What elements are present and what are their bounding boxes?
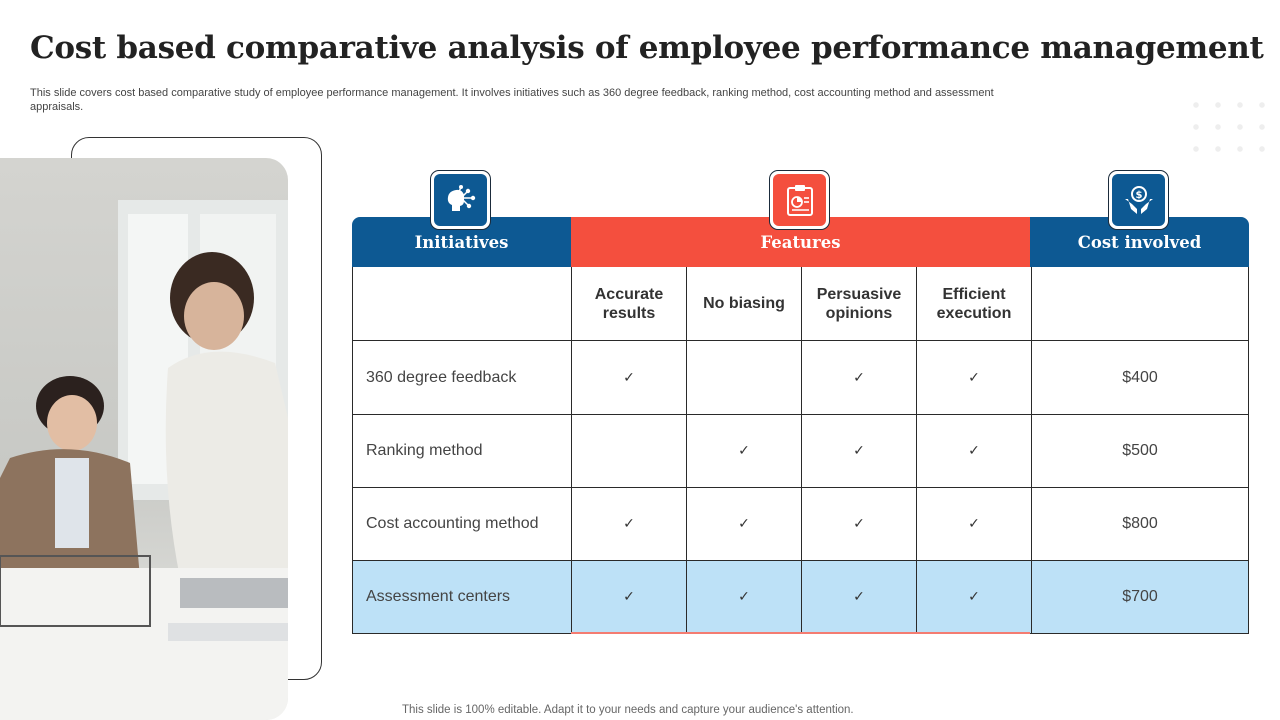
brain-network-icon bbox=[444, 183, 478, 217]
cost-icon-box bbox=[1108, 170, 1169, 230]
clipboard-chart-icon bbox=[785, 183, 815, 217]
check-mark: ✓ bbox=[687, 561, 802, 633]
empty-corner-cell bbox=[353, 267, 572, 340]
features-accent-line bbox=[571, 632, 1030, 634]
feature-column-header: Accurate results bbox=[572, 267, 687, 340]
initiative-name: Ranking method bbox=[353, 415, 572, 487]
feature-column-header: Efficient execution bbox=[917, 267, 1032, 340]
check-mark: ✓ bbox=[572, 561, 687, 633]
feature-subheader-row bbox=[353, 267, 1248, 340]
check-mark bbox=[572, 415, 687, 487]
slide-footer-note: This slide is 100% editable. Adapt it to your needs and capture your audience's attention. bbox=[402, 704, 854, 716]
office-photo bbox=[0, 158, 288, 720]
check-mark: ✓ bbox=[917, 415, 1032, 487]
check-mark: ✓ bbox=[917, 341, 1032, 414]
check-mark: ✓ bbox=[917, 561, 1032, 633]
cost-value: $400 bbox=[1122, 368, 1158, 386]
table-row bbox=[353, 414, 1248, 487]
svg-text:$: $ bbox=[1135, 190, 1142, 201]
initiative-name: Cost accounting method bbox=[353, 488, 572, 560]
table-row-highlighted bbox=[353, 560, 1248, 633]
check-mark bbox=[687, 341, 802, 414]
cost-value: $800 bbox=[1122, 515, 1158, 532]
check-mark: ✓ bbox=[802, 341, 917, 414]
check-mark: ✓ bbox=[572, 341, 687, 414]
check-mark: ✓ bbox=[917, 488, 1032, 560]
check-mark: ✓ bbox=[687, 488, 802, 560]
table-row bbox=[353, 340, 1248, 414]
decorative-dot-grid bbox=[1185, 94, 1280, 154]
feature-column-header: Persuasive opinions bbox=[802, 267, 917, 340]
check-mark: ✓ bbox=[802, 488, 917, 560]
initiative-name: 360 degree feedback bbox=[353, 341, 572, 414]
empty-cost-header-cell bbox=[1032, 267, 1248, 340]
feature-column-header: No biasing bbox=[687, 267, 802, 340]
cost-value: $500 bbox=[1122, 442, 1158, 459]
initiatives-icon-box bbox=[430, 170, 491, 230]
cost-value: $700 bbox=[1122, 588, 1158, 605]
features-icon-box bbox=[769, 170, 830, 230]
comparison-table bbox=[352, 267, 1249, 634]
table-row bbox=[353, 487, 1248, 560]
header-features: Features bbox=[571, 217, 1030, 267]
header-cost-involved: Cost involved bbox=[1030, 217, 1249, 267]
hands-money-icon bbox=[1122, 183, 1156, 217]
check-mark: ✓ bbox=[802, 415, 917, 487]
check-mark: ✓ bbox=[802, 561, 917, 633]
initiative-name: Assessment centers bbox=[353, 561, 572, 633]
header-initiatives: Initiatives bbox=[352, 217, 571, 267]
check-mark: ✓ bbox=[572, 488, 687, 560]
slide-title: Cost based comparative analysis of employee performance management bbox=[30, 30, 1264, 66]
check-mark: ✓ bbox=[687, 415, 802, 487]
slide-subtitle: This slide covers cost based comparative study of employee performance management. It involves initiatives such as 360 degree feedback, ranking method, cost accounting method and assessment appraisals. bbox=[30, 87, 994, 113]
